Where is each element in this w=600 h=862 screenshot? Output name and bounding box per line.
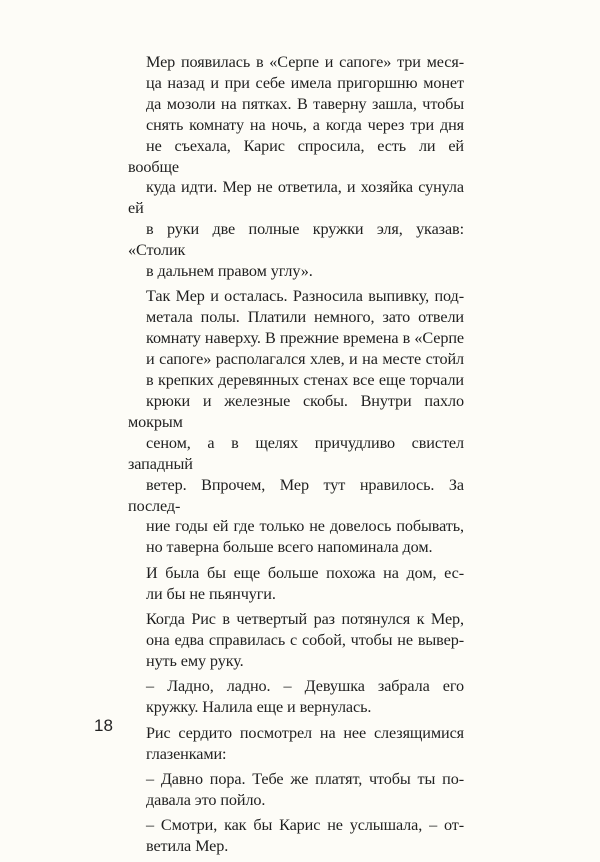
text-line: не съехала, Карис спросила, есть ли ей вообще [128, 136, 464, 176]
text-line: Когда Рис в четвертый раз потянулся к Мер, [146, 610, 464, 629]
text-line: куда идти. Мер не ответила, и хозяйка сунула ей [128, 178, 464, 218]
text-line: – Смотри, как бы Карис не услышала, – от- [146, 816, 464, 835]
text-line: метала полы. Платили немного, зато отвели [146, 308, 464, 327]
text-line: Так Мер и осталась. Разносила выпивку, под- [146, 287, 464, 306]
text-line: Мер появилась в «Серпе и сапоге» три меся- [146, 53, 464, 71]
text-line: – Давно пора. Тебе же платят, чтобы ты по- [146, 769, 464, 788]
text-line: она едва справилась с собой, чтобы не вывер- [146, 630, 464, 649]
text-line: снять комнату на ночь, а когда через три дня [146, 115, 464, 134]
paragraph [128, 563, 464, 605]
text-line: И была бы еще больше похожа на дом, ес- [146, 563, 464, 582]
text-line: ца назад и при себе имела пригоршню монет [146, 73, 464, 92]
paragraph [128, 723, 464, 765]
paragraph [128, 52, 464, 282]
text-line: в дальнем правом углу». [146, 262, 313, 281]
text-line: кружку. Налила еще и вернулась. [146, 698, 372, 717]
text-line: – Ладно, ладно. – Девушка забрала его [146, 677, 464, 696]
paragraph [128, 609, 464, 672]
text-line: комнату наверху. В прежние времена в «Серпе [146, 329, 464, 348]
text-line: да мозоли на пятках. В таверну зашла, чтобы [146, 94, 464, 113]
text-line: нуть ему руку. [146, 651, 244, 670]
text-line: крюки и железные скобы. Внутри пахло мокрым [128, 392, 464, 431]
text-line: ли бы не пьянчуги. [146, 584, 276, 603]
text-line: ветер. Впрочем, Мер тут нравилось. За послед- [128, 475, 464, 515]
text-line: сеном, а в щелях причудливо свистел западный [128, 433, 464, 473]
text-line: Рис сердито посмотрел на нее слезящимися [146, 723, 464, 742]
text-line: и сапоге» располагался хлев, и на месте стойл [146, 350, 464, 369]
text-line: в руки две полные кружки эля, указав: «Столик [128, 220, 464, 260]
text-line: ние годы ей где только не довелось побывать, [146, 517, 464, 536]
text-line: но таверна больше всего напоминала дом. [146, 538, 433, 557]
dialogue-paragraph [128, 815, 464, 857]
text-line: глазенками: [146, 744, 227, 763]
text-line: в крепких деревянных стенах все еще торчали [146, 371, 464, 390]
book-page-text [128, 52, 464, 862]
text-line: ветила Мер. [146, 837, 229, 856]
dialogue-paragraph [128, 676, 464, 718]
dialogue-paragraph [128, 769, 464, 811]
text-line: давала это пойло. [146, 790, 266, 809]
page-number: 18 [94, 716, 113, 735]
paragraph [128, 286, 464, 558]
